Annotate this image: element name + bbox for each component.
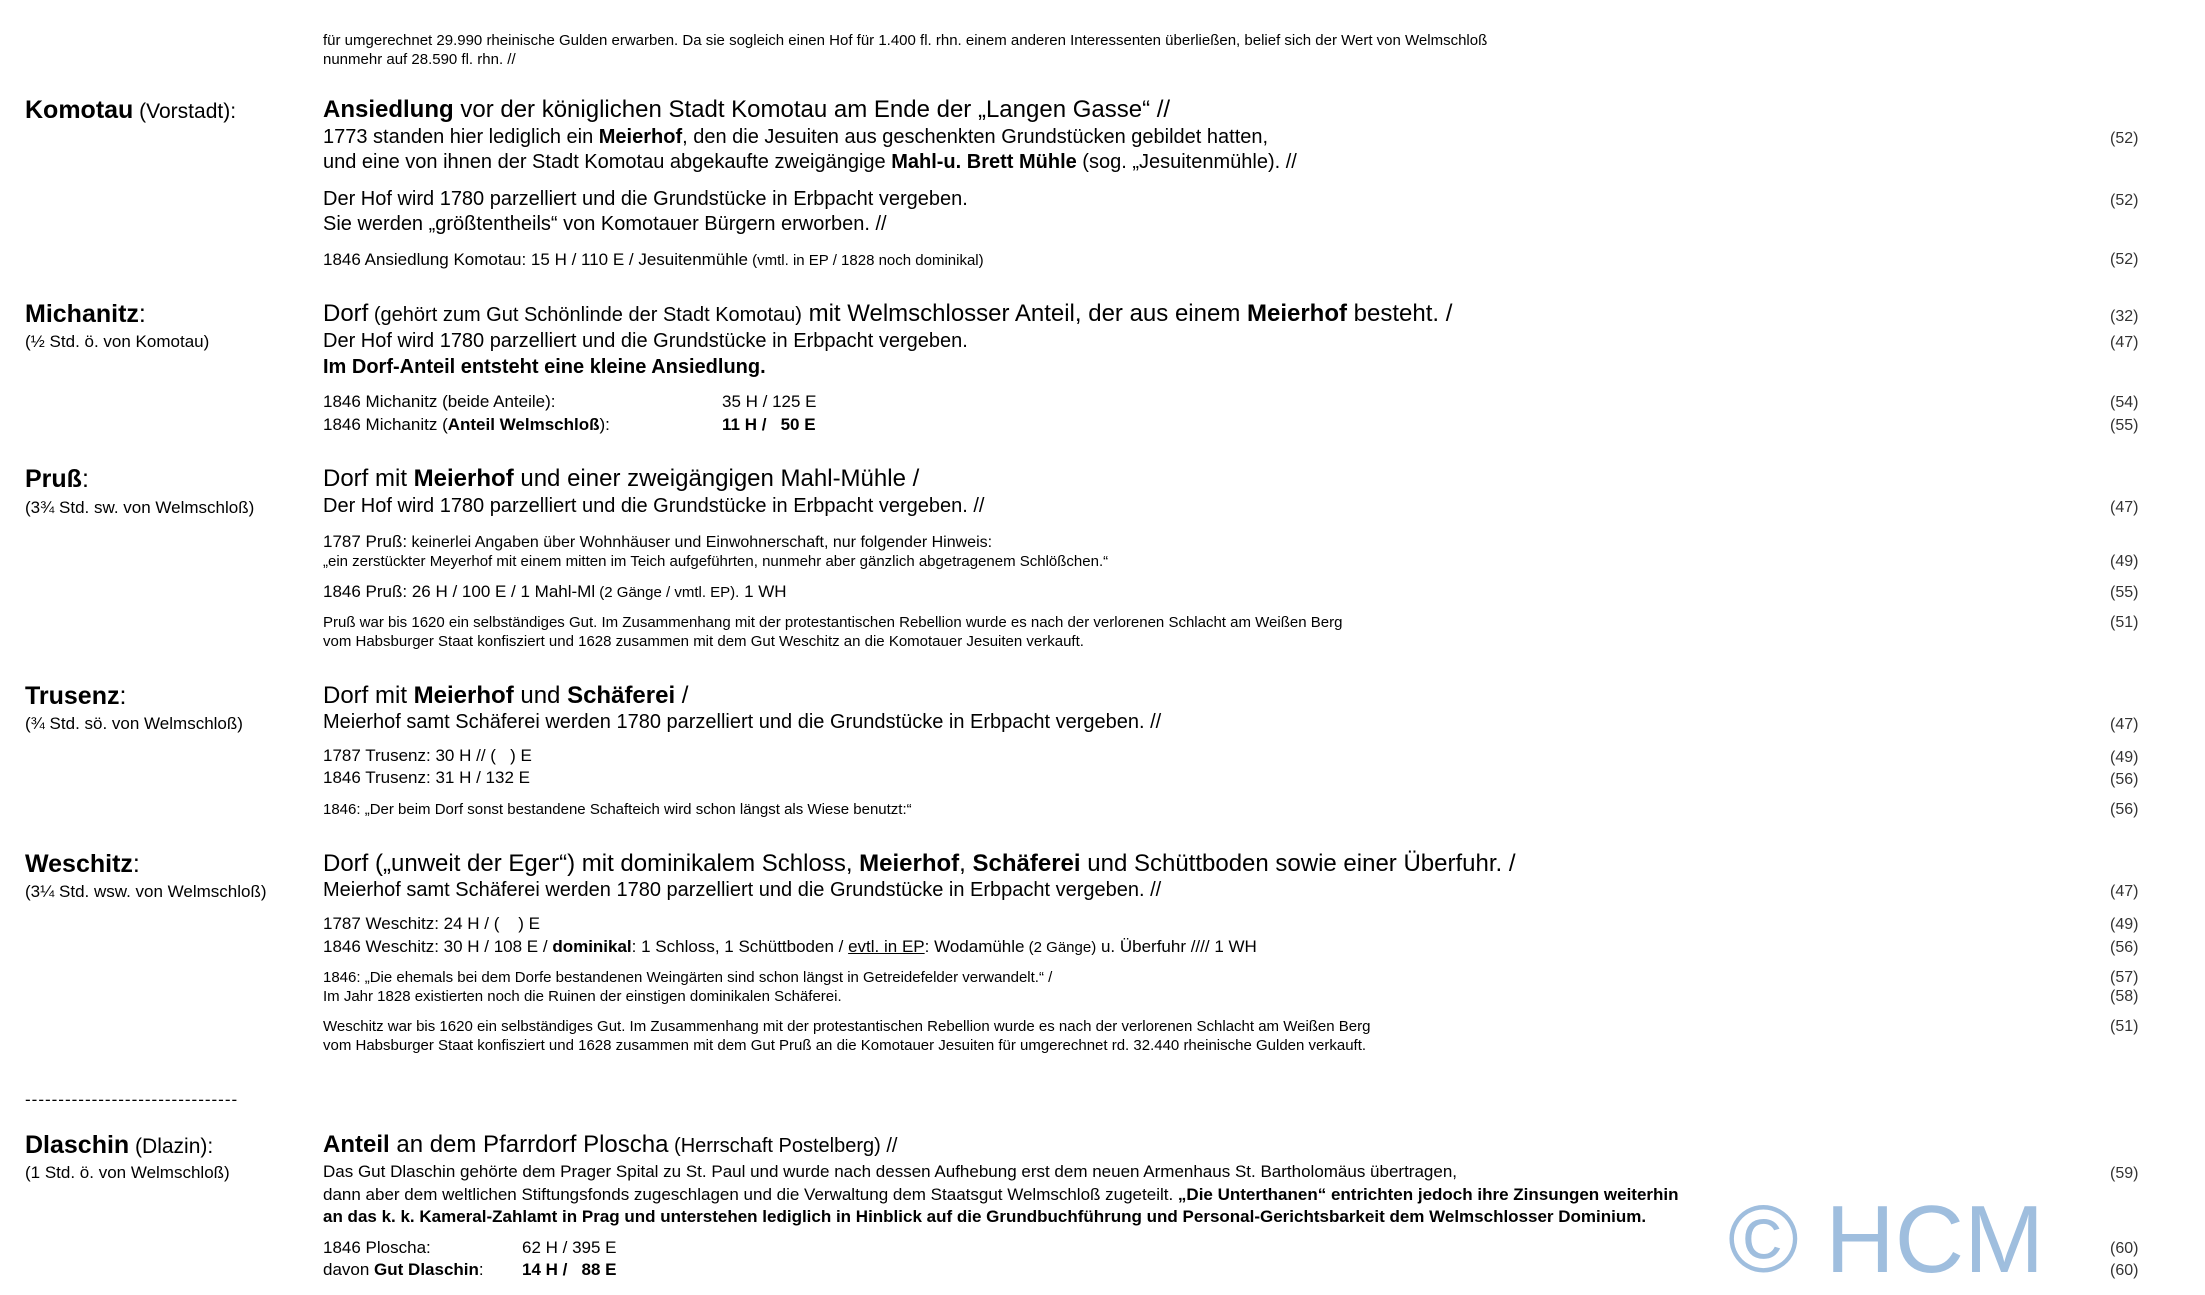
trusenz-distance: (¾ Std. sö. von Welmschloß) xyxy=(25,714,243,733)
dlaschin-ref-3: (60) xyxy=(2110,1262,2139,1279)
michanitz-line-2: Im Dorf-Anteil entsteht eine kleine Ansiedlung. xyxy=(323,356,766,378)
trusenz-heading: Dorf mit Meierhof und Schäferei / xyxy=(323,682,689,709)
komotau-ref-2: (52) xyxy=(2110,192,2139,209)
weschitz-heading: Dorf („unweit der Eger“) mit dominikalem Schloss, Meierhof, Schäferei und Schüttboden sowie einer Überfuhr. / xyxy=(323,850,1516,877)
weschitz-line-3: 1846 Weschitz: 30 H / 108 E / dominikal: 1 Schloss, 1 Schüttboden / evtl. in EP: Wodamühle (2 Gänge) u. Überfuhr //// 1 WH xyxy=(323,937,1257,956)
trusenz-line-4: 1846: „Der beim Dorf sonst bestandene Schafteich wird schon längst als Wiese benutzt:“ xyxy=(323,801,912,818)
komotau-heading: Ansiedlung vor der königlichen Stadt Komotau am Ende der „Langen Gasse“ // xyxy=(323,96,1171,123)
dlaschin-heading: Anteil an dem Pfarrdorf Ploscha (Herrschaft Postelberg) // xyxy=(323,1131,898,1158)
trusenz-ref-4: (56) xyxy=(2110,801,2139,818)
copyright-watermark: © HCM xyxy=(1728,1186,2045,1293)
weschitz-ref-6: (51) xyxy=(2110,1018,2139,1035)
weschitz-line-4: 1846: „Die ehemals bei dem Dorfe bestandenen Weingärten sind schon längst in Getreidefelder verwandelt.“ / xyxy=(323,969,1053,986)
pruss-ref-1: (47) xyxy=(2110,499,2139,516)
entry-pruss-name: Pruß: xyxy=(25,465,89,493)
trusenz-line-2: 1787 Trusenz: 30 H // ( ) E xyxy=(323,746,532,765)
michanitz-distance: (½ Std. ö. von Komotau) xyxy=(25,332,210,351)
michanitz-row-1-value: 35 H / 125 E xyxy=(722,392,817,411)
weschitz-line-6: Weschitz war bis 1620 ein selbständiges Gut. Im Zusammenhang mit der protestantischen Rebellion wurde es nach der verlorenen Schlacht am Weißen Berg xyxy=(323,1018,1371,1035)
michanitz-ref-2: (47) xyxy=(2110,334,2139,351)
trusenz-line-1: Meierhof samt Schäferei werden 1780 parzelliert und die Grundstücke in Erbpacht vergeben. // xyxy=(323,711,1162,733)
weschitz-ref-2: (49) xyxy=(2110,916,2139,933)
pruss-line-4: 1846 Pruß: 26 H / 100 E / 1 Mahl-Ml (2 Gänge / vmtl. EP). 1 WH xyxy=(323,582,787,601)
weschitz-line-2: 1787 Weschitz: 24 H / ( ) E xyxy=(323,914,540,933)
intro-line-2: nunmehr auf 28.590 fl. rhn. // xyxy=(323,51,516,68)
michanitz-row-1-label: 1846 Michanitz (beide Anteile): xyxy=(323,392,556,411)
michanitz-heading: Dorf (gehört zum Gut Schönlinde der Stadt Komotau) mit Welmschlosser Anteil, der aus einem Meierhof besteht. / xyxy=(323,300,1453,327)
komotau-ref-1: (52) xyxy=(2110,130,2139,147)
dlaschin-row-1-label: 1846 Ploscha: xyxy=(323,1238,431,1257)
weschitz-ref-1: (47) xyxy=(2110,883,2139,900)
pruss-ref-2: (49) xyxy=(2110,553,2139,570)
pruss-line-2: 1787 Pruß: keinerlei Angaben über Wohnhäuser und Einwohnerschaft, nur folgender Hinweis: xyxy=(323,532,993,551)
weschitz-line-7: vom Habsburger Staat konfisziert und 1628 zusammen mit dem Gut Pruß an die Komotauer Jesuiten für umgerechnet rd. 32.440 rheinische Gulden verkauft. xyxy=(323,1037,1367,1054)
entry-weschitz-name: Weschitz: xyxy=(25,850,140,878)
michanitz-row-2-value: 11 H / 50 E xyxy=(722,415,816,434)
pruss-line-3: „ein zerstückter Meyerhof mit einem mitten im Teich aufgeführten, nunmehr aber gänzlich abgetragenem Schlößchen.“ xyxy=(323,553,1109,570)
pruss-ref-3: (55) xyxy=(2110,584,2139,601)
komotau-line-2: und eine von ihnen der Stadt Komotau abgekaufte zweigängige Mahl-u. Brett Mühle (sog. „Jesuitenmühle). // xyxy=(323,151,1297,173)
pruss-distance: (3¾ Std. sw. von Welmschloß) xyxy=(25,498,255,517)
michanitz-row-2-label: 1846 Michanitz (Anteil Welmschloß): xyxy=(323,415,610,434)
michanitz-line-1: Der Hof wird 1780 parzelliert und die Grundstücke in Erbpacht vergeben. xyxy=(323,330,968,352)
weschitz-distance: (3¼ Std. wsw. von Welmschloß) xyxy=(25,882,267,901)
komotau-line-5: 1846 Ansiedlung Komotau: 15 H / 110 E / Jesuitenmühle (vmtl. in EP / 1828 noch dominikal) xyxy=(323,250,984,269)
trusenz-line-3: 1846 Trusenz: 31 H / 132 E xyxy=(323,768,530,787)
entry-trusenz-name: Trusenz: xyxy=(25,682,127,710)
entry-komotau-name: Komotau (Vorstadt): xyxy=(25,96,237,124)
pruss-line-6: vom Habsburger Staat konfisziert und 1628 zusammen mit dem Gut Weschitz an die Komotauer Jesuiten verkauft. xyxy=(323,633,1084,650)
section-separator: -------------------------------- xyxy=(25,1090,239,1109)
weschitz-line-1: Meierhof samt Schäferei werden 1780 parzelliert und die Grundstücke in Erbpacht vergeben. // xyxy=(323,879,1162,901)
weschitz-ref-3: (56) xyxy=(2110,939,2139,956)
weschitz-ref-5: (58) xyxy=(2110,988,2139,1005)
pruss-heading: Dorf mit Meierhof und einer zweigängigen Mahl-Mühle / xyxy=(323,465,920,492)
dlaschin-line-1: Das Gut Dlaschin gehörte dem Prager Spital zu St. Paul und wurde nach dessen Aufhebung erst dem neuen Armenhaus St. Bartholomäus übertragen, xyxy=(323,1162,1458,1181)
weschitz-line-5: Im Jahr 1828 existierten noch die Ruinen der einstigen dominikalen Schäferei. xyxy=(323,988,842,1005)
pruss-line-1: Der Hof wird 1780 parzelliert und die Grundstücke in Erbpacht vergeben. // xyxy=(323,495,985,517)
dlaschin-ref-1: (59) xyxy=(2110,1165,2139,1182)
pruss-line-5: Pruß war bis 1620 ein selbständiges Gut. Im Zusammenhang mit der protestantischen Rebellion wurde es nach der verlorenen Schlacht am Weißen Berg xyxy=(323,614,1343,631)
dlaschin-row-2-value: 14 H / 88 E xyxy=(522,1260,617,1279)
komotau-line-4: Sie werden „größtentheils“ von Komotauer Bürgern erworben. // xyxy=(323,213,887,235)
michanitz-ref-4: (55) xyxy=(2110,417,2139,434)
intro-line-1: für umgerechnet 29.990 rheinische Gulden erwarben. Da sie sogleich einen Hof für 1.400 fl. rhn. einem anderen Interessenten überließen, belief sich der Wert von Welmschloß xyxy=(323,32,1488,49)
trusenz-ref-2: (49) xyxy=(2110,749,2139,766)
komotau-ref-3: (52) xyxy=(2110,251,2139,268)
komotau-line-3: Der Hof wird 1780 parzelliert und die Grundstücke in Erbpacht vergeben. xyxy=(323,188,968,210)
entry-michanitz-name: Michanitz: xyxy=(25,300,146,328)
dlaschin-line-3: an das k. k. Kameral-Zahlamt in Prag und unterstehen lediglich in Hinblick auf die Grundbuchführung und Personal-Gerichtsbarkeit dem Welmschlosser Dominium. xyxy=(323,1207,1647,1226)
dlaschin-distance: (1 Std. ö. von Welmschloß) xyxy=(25,1163,230,1182)
trusenz-ref-1: (47) xyxy=(2110,716,2139,733)
dlaschin-line-2: dann aber dem weltlichen Stiftungsfonds zugeschlagen und die Verwaltung dem Staatsgut Welmschloß zugeteilt. „Die Unterthanen“ entrichten jedoch ihre Zinsungen weiterhin xyxy=(323,1185,1679,1204)
entry-dlaschin-name: Dlaschin (Dlazin): xyxy=(25,1131,214,1159)
michanitz-ref-1: (32) xyxy=(2110,308,2139,325)
michanitz-ref-3: (54) xyxy=(2110,394,2139,411)
dlaschin-ref-2: (60) xyxy=(2110,1240,2139,1257)
dlaschin-row-1-value: 62 H / 395 E xyxy=(522,1238,617,1257)
trusenz-ref-3: (56) xyxy=(2110,771,2139,788)
weschitz-ref-4: (57) xyxy=(2110,969,2139,986)
komotau-line-1: 1773 standen hier lediglich ein Meierhof, den die Jesuiten aus geschenkten Grundstücken gebildet hatten, xyxy=(323,126,1269,148)
pruss-ref-4: (51) xyxy=(2110,614,2139,631)
dlaschin-row-2-label: davon Gut Dlaschin: xyxy=(323,1260,484,1279)
